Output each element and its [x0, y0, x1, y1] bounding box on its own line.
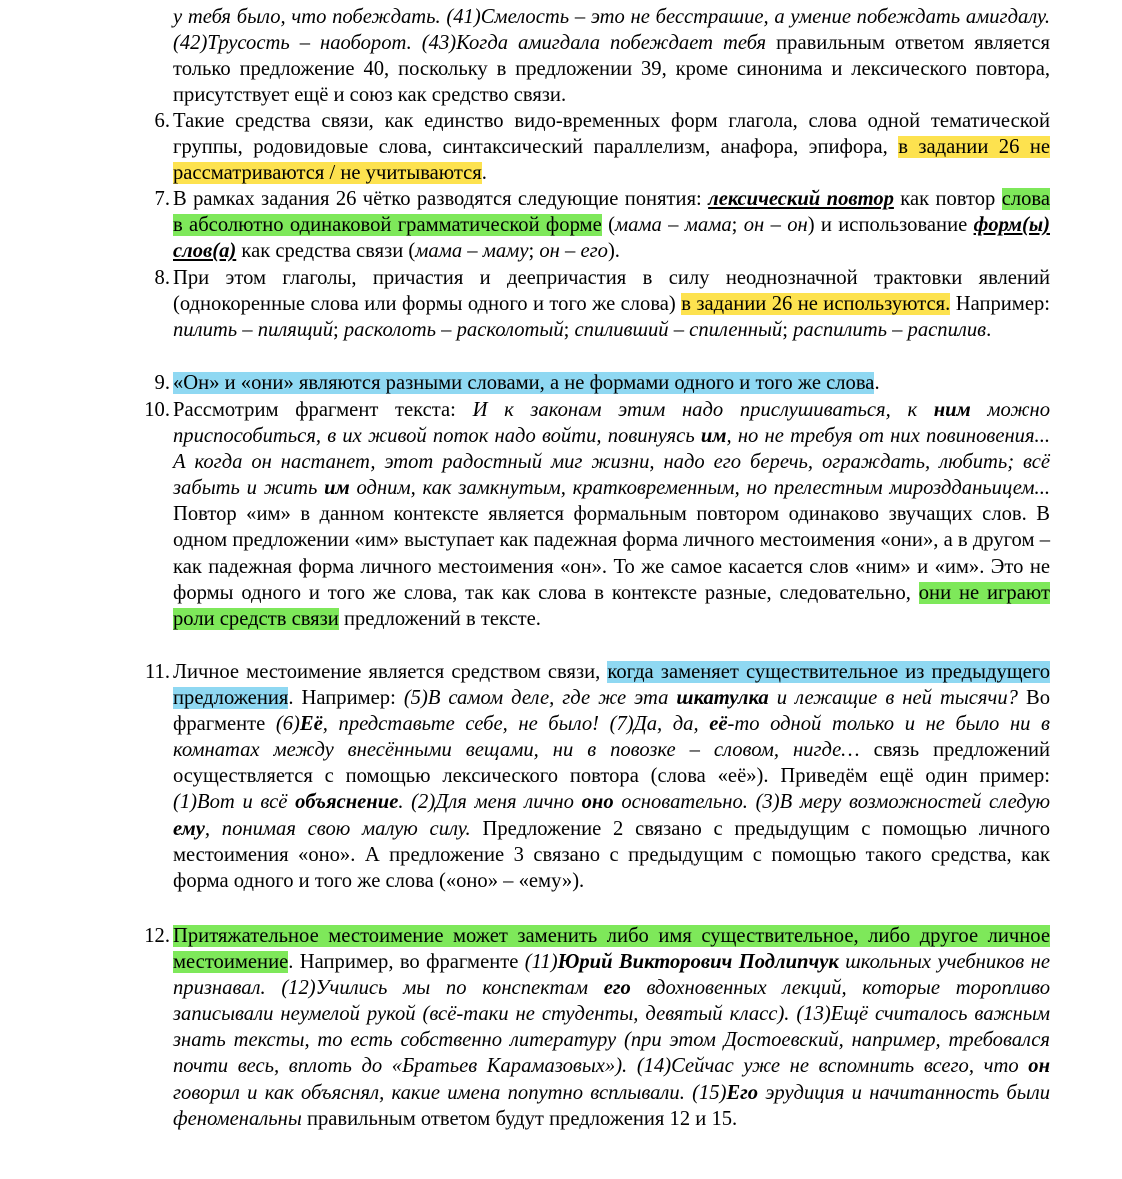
list-number: 8.	[154, 267, 170, 289]
list-item-9: 9. «Он» и «они» являются разными словами, а не формами одного и того же слова.	[136, 370, 1050, 396]
term-lexical-repeat: лексический повтор	[708, 188, 894, 210]
quote-text: (5)В самом деле, где же эта	[403, 687, 677, 710]
highlight-yellow: в задании 26 не используются.	[681, 293, 951, 316]
quote-text: И к законам этим надо прислушиваться, к	[472, 399, 934, 421]
list-number: 10.	[144, 399, 170, 421]
list-number: 7.	[154, 188, 170, 210]
quote-text: (11)	[524, 951, 558, 974]
list-number: 6.	[154, 110, 170, 132]
list-number: 11.	[145, 661, 170, 683]
quote-text: у тебя было, что побеждать. (41)Смелость – это не бесстрашие, а умение побеждать амигдалу. (42)Трусость – наоборот. (43)Когда амигдала побеждает тебя	[173, 6, 1050, 55]
highlight-blue: «Он» и «они» являются разными словами, а не формами одного и того же слова	[173, 372, 875, 394]
list-number: 9.	[154, 372, 170, 394]
highlight-green: они не играют роли средств связи	[173, 581, 1050, 630]
list-item-5-continuation: у тебя было, что побеждать. (41)Смелость – это не бесстрашие, а умение побеждать амигдалу. (42)Трусость – наоборот. (43)Когда амигдала побеждает тебя правильным ответом является только предложение 40, поскольку в предложении 39, кроме синонима и лексического повтора, присутствует ещё и союз как средство связи.	[173, 6, 1050, 107]
highlight-green: Притяжательное местоимение может заменить либо имя существительное, либо другое личное местоимение	[173, 925, 1050, 974]
highlight-green: слова в абсолютно одинаковой грамматической форме	[173, 188, 1051, 237]
list-number: 12.	[144, 925, 170, 947]
highlight-yellow: в задании 26 не рассматриваются / не учитываются	[173, 136, 1050, 185]
highlight-blue: когда заменяет существительное из предыдущего предложения	[173, 661, 1050, 710]
list-item-10: 10. Рассмотрим фрагмент текста: И к законам этим надо прислушиваться, к ним можно приспособиться, в их живой поток надо войти, повинуясь им, но не требуя от них повиновения... А когда он настанет, этот радостный миг жизни, надо его беречь, ограждать, любить; всё забыть и жить им одним, как замкнутым, кратковременным, но прелестным мироздданьицем... Повтор «им» в данном контексте является формальным повтором одинаково звучащих слов. В одном предложении «им» выступает как падежная форма личного местоимения «они», а в другом – как падежная форма личного местоимения «он». То же самое касается слов «ним» и «им». Это не формы одного и того же слова, так как слова в контексте разные, следовательно, они не играют роли средств связи предложений в тексте.	[136, 397, 1050, 632]
list-item-7: 7. В рамках задания 26 чётко разводятся следующие понятия: лексический повтор как повтор слова в абсолютно одинаковой грамматической форме (мама – мама; он – он) и использование форм(ы) слов(а) как средства связи (мама – маму; он – его).	[136, 186, 1050, 264]
term-word-form: форм(ы) слов(а)	[173, 214, 1050, 263]
list-item-6: 6. Такие средства связи, как единство видо-временных форм глагола, слова одной тематической группы, родовидовые слова, синтаксический параллелизм, анафора, эпифора, в задании 26 не рассматриваются / не учитываются.	[136, 108, 1050, 186]
list-item-8: 8. При этом глаголы, причастия и деепричастия в силу неоднозначной трактовки явлений (однокоренные слова или формы одного и того же слова) в задании 26 не используются. Например: пилить – пилящий; расколоть – расколотый; спиливший – спиленный; распилить – распилив.	[136, 265, 1050, 343]
list-item-12: 12. Притяжательное местоимение может заменить либо имя существительное, либо другое личное местоимение. Например, во фрагменте (11)Юрий Викторович Подлипчук школьных учебников не признавал. (12)Учились мы по конспектам его вдохновенных лекций, которые торопливо записывали неумелой рукой (всё-таки не студенты, девятый класс). (13)Ещё считалось важным знать тексты, то есть собственно литературу (при этом Достоевский, например, требовался почти весь, вплоть до «Братьев Карамазовых»). (14)Сейчас уже не вспомнить всего, что он говорил и как объяснял, какие имена попутно всплывали. (15)Его эрудиция и начитанность были феноменальны правильным ответом будут предложения 12 и 15.	[136, 923, 1050, 1132]
list-item-11: 11. Личное местоимение является средством связи, когда заменяет существительное из предыдущего предложения. Например: (5)В самом деле, где же эта шкатулка и лежащие в ней тысячи? Во фрагменте (6)Её, представьте себе, не было! (7)Да, да, её-то одной только и не было ни в комнатах между внесёнными вещами, ни в повозке – словом, нигде… связь предложений осуществляется с помощью лексического повтора (слова «её»). Приведём ещё один пример: (1)Вот и всё объяснение. (2)Для меня лично оно основательно. (3)В меру возможностей следую ему, понимая свою малую силу. Предложение 2 связано с предыдущим с помощью личного местоимения «оно». А предложение 3 связано с предыдущим с помощью такого средства, как форма одного и того же слова («оно» – «ему»).	[136, 659, 1050, 894]
